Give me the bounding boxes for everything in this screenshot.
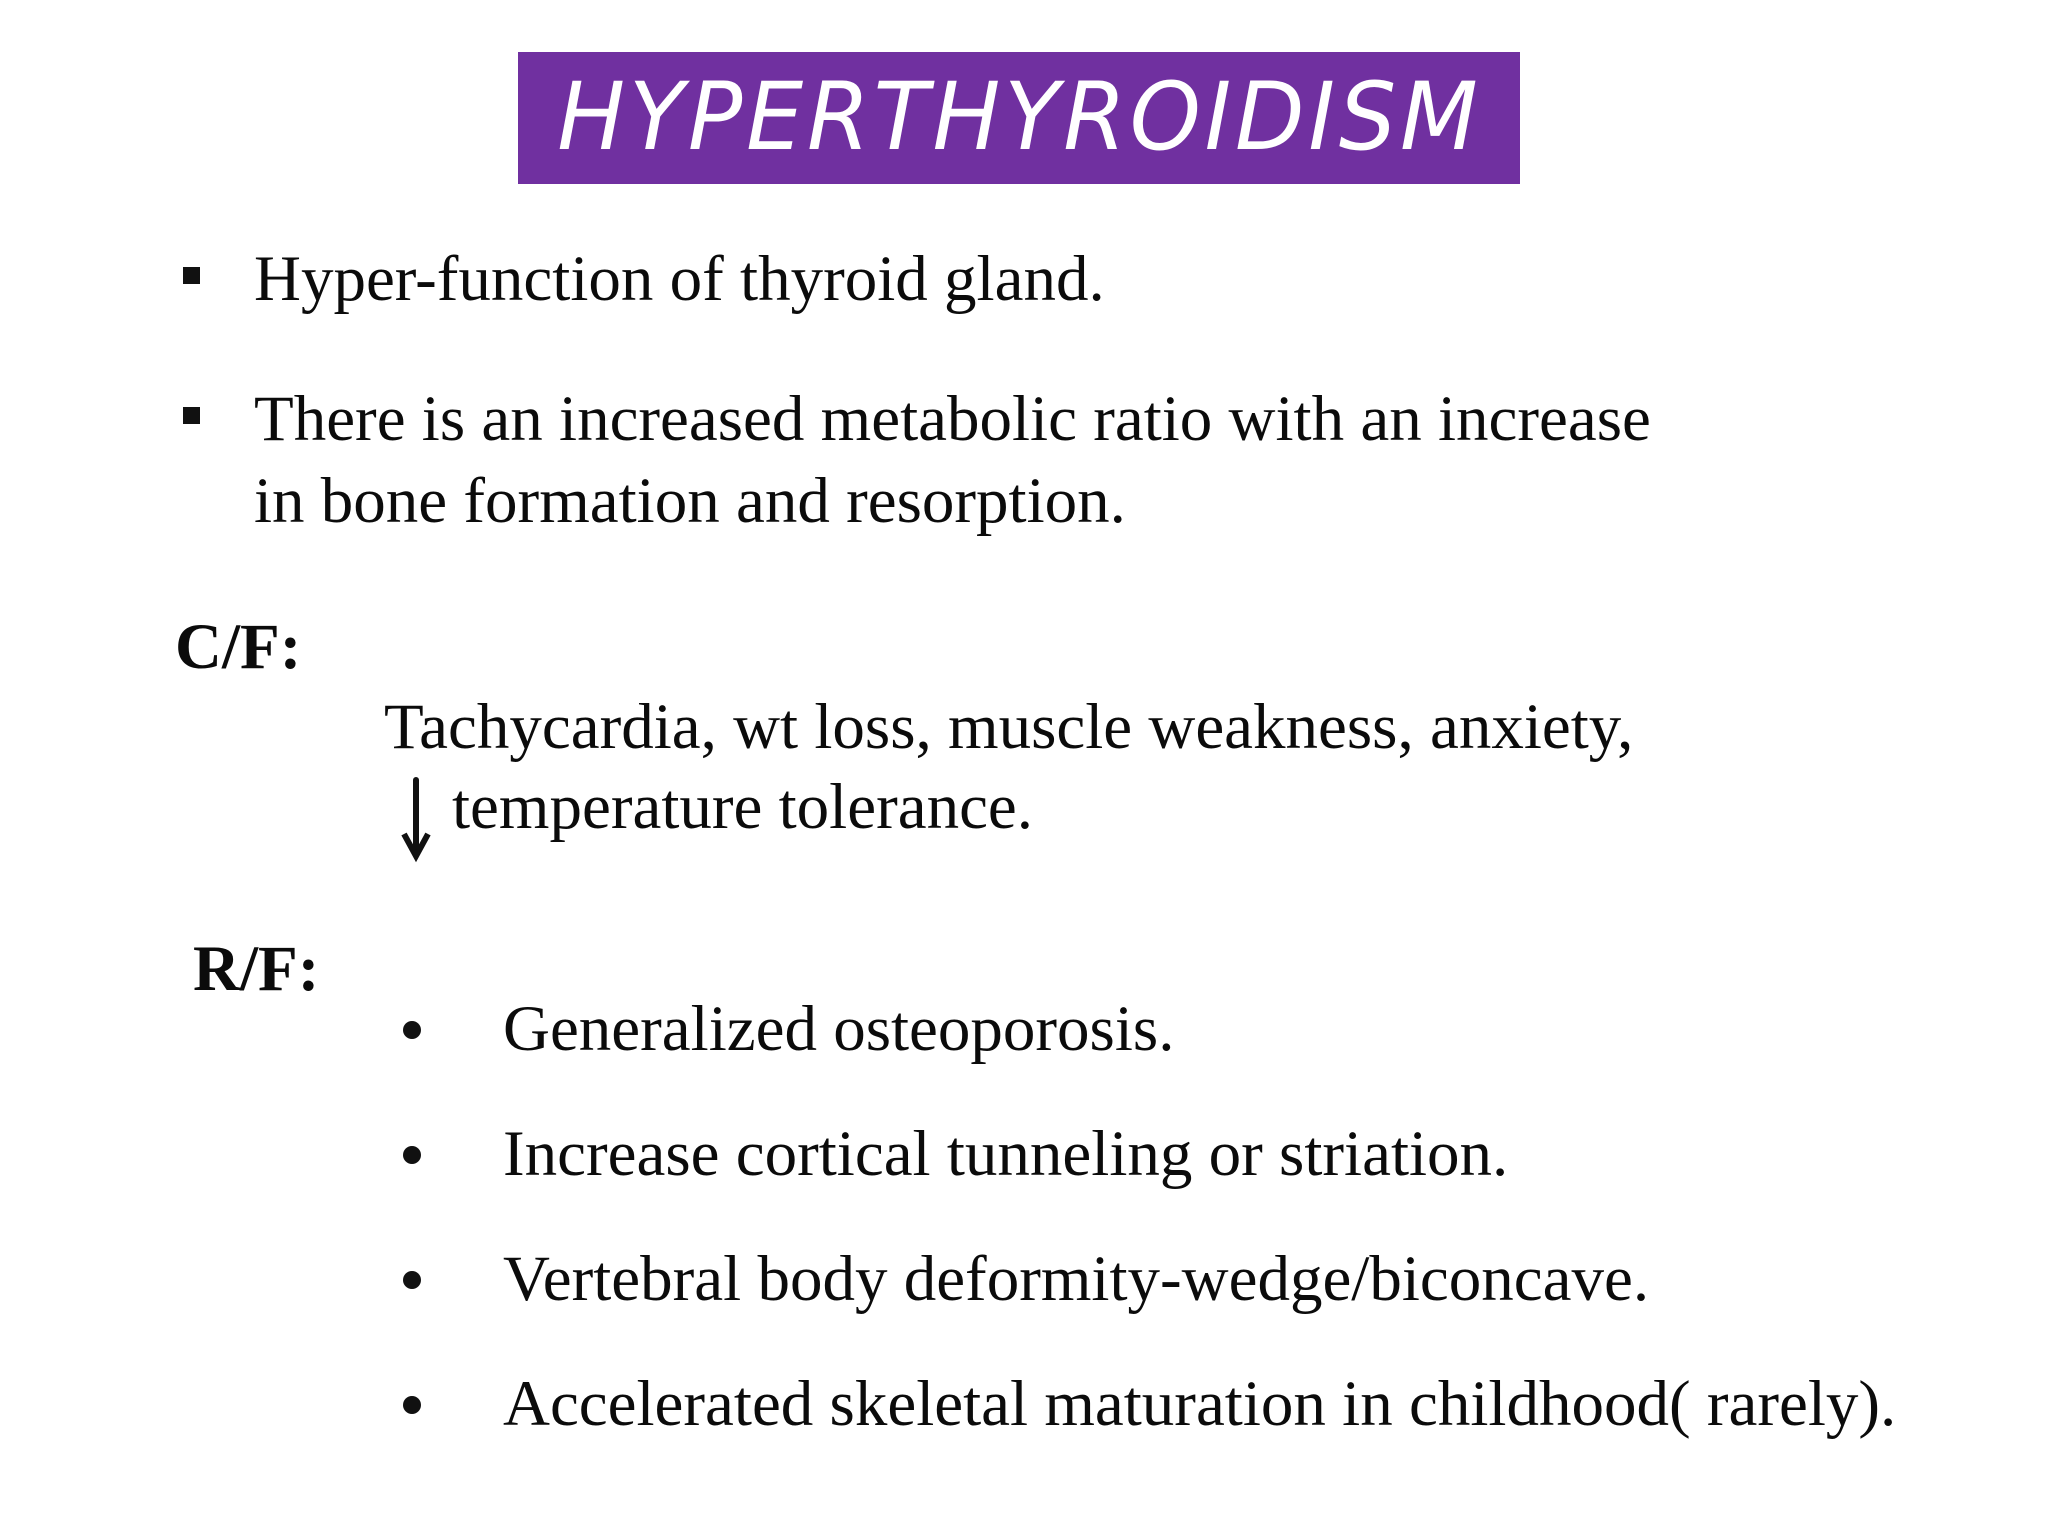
cf-heading: C/F: (175, 611, 302, 683)
down-arrow-icon (396, 776, 436, 866)
intro-bullet-2: There is an increased metabolic ratio with an increase (254, 383, 1651, 455)
intro-bullet-1: Hyper-function of thyroid gland. (254, 243, 1105, 315)
page-title: HYPERTHYROIDISM (556, 63, 1482, 172)
rf-heading: R/F: (193, 933, 320, 1005)
round-bullet-icon (403, 1146, 421, 1164)
rf-item-4: Accelerated skeletal maturation in childhood( rarely). (503, 1368, 1897, 1440)
rf-item-1: Generalized osteoporosis. (503, 993, 1175, 1065)
round-bullet-icon (403, 1271, 421, 1289)
title-banner (518, 52, 1520, 184)
rf-item-2: Increase cortical tunneling or striation. (503, 1118, 1509, 1190)
intro-bullet-2-continuation: in bone formation and resorption. (254, 465, 1126, 537)
rf-item-3: Vertebral body deformity-wedge/biconcave. (503, 1243, 1650, 1315)
cf-line-1: Tachycardia, wt loss, muscle weakness, anxiety, (384, 691, 1634, 763)
square-bullet-icon (183, 267, 200, 284)
square-bullet-icon (183, 407, 200, 424)
cf-line-2: temperature tolerance. (452, 771, 1034, 843)
round-bullet-icon (403, 1021, 421, 1039)
round-bullet-icon (403, 1396, 421, 1414)
